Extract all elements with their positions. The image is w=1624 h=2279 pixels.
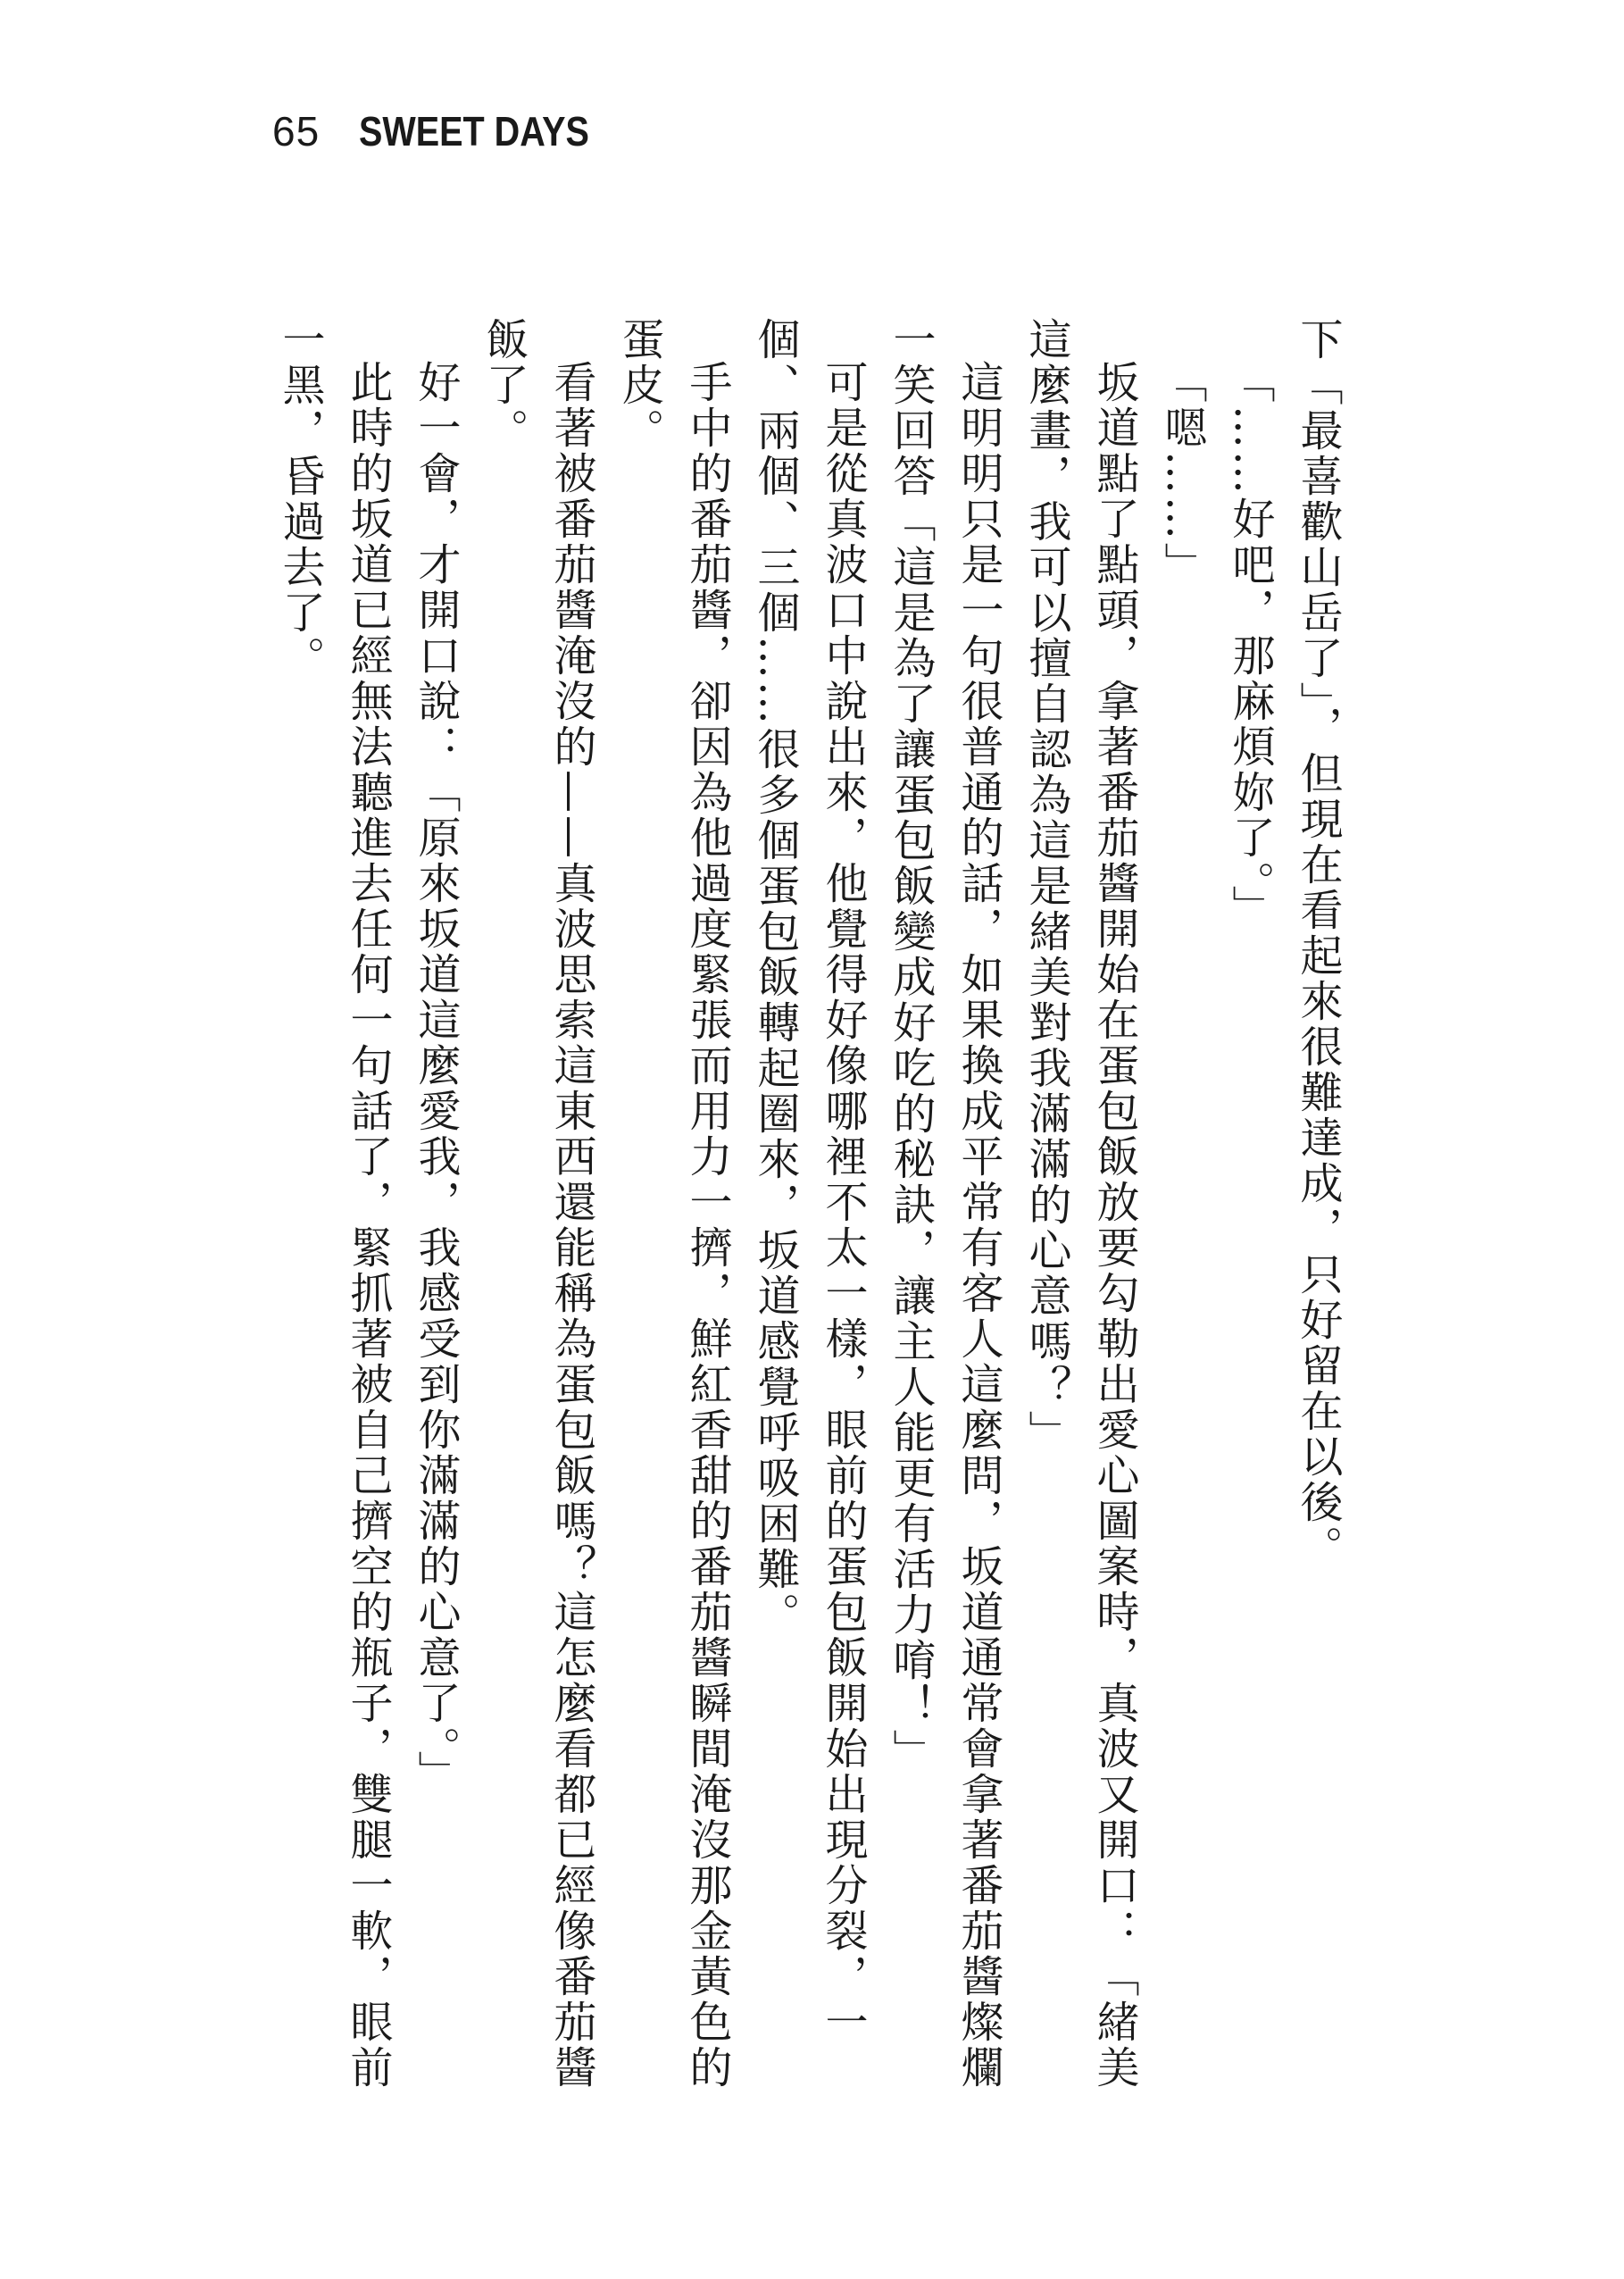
paragraph: 手中的番茄醬，卻因為他過度緊張而用力一擠，鮮紅香甜的番茄醬瞬間淹沒那金黃色的蛋皮。 [614,317,732,2091]
paragraph: 可是從真波口中說出來，他覺得好像哪裡不太一樣，眼前的蛋包飯開始出現分裂，一個、兩個、三個……很多個蛋包飯轉起圈來，坂道感覺呼吸困難。 [750,317,868,2045]
paragraph: 這明明只是一句很普通的話，如果換成平常有客人這麼問，坂道通常會拿著番茄醬燦爛一笑回答「這是為了讓蛋包飯變成好吃的秘訣，讓主人能更有活力唷！」 [886,317,1004,2091]
running-title: SWEET DAYS [359,108,590,154]
page-header [272,100,627,163]
paragraph: 好一會，才開口說：「原來坂道這麼愛我，我感受到你滿滿的心意了。」 [411,360,461,1796]
paragraph: 「嗯……」 [1157,360,1207,588]
paragraph: 坂道點了點頭，拿著番茄醬開始在蛋包飯放要勾勒出愛心圖案時，真波又開口：「緒美這麼畫，我可以擅自認為這是緒美對我滿滿的心意嗎？」 [1021,317,1139,2091]
page-number: 65 [272,108,321,154]
paragraph: 「……好吧，那麻煩妳了。」 [1225,360,1275,931]
paragraph: 看著被番茄醬淹沒的——真波思索這東西還能稱為蛋包飯嗎？這怎麼看都已經像番茄醬飯了。 [479,317,596,2091]
paragraph: 此時的坂道已經無法聽進去任何一句話了，緊抓著被自己擠空的瓶子，雙腿一軟，眼前一黑，昏過去了。 [275,317,393,2091]
vertical-text-body [236,317,1352,2103]
paragraph: 下「最喜歡山岳了」，但現在看起來很難達成，只好留在以後。 [1293,317,1343,1571]
